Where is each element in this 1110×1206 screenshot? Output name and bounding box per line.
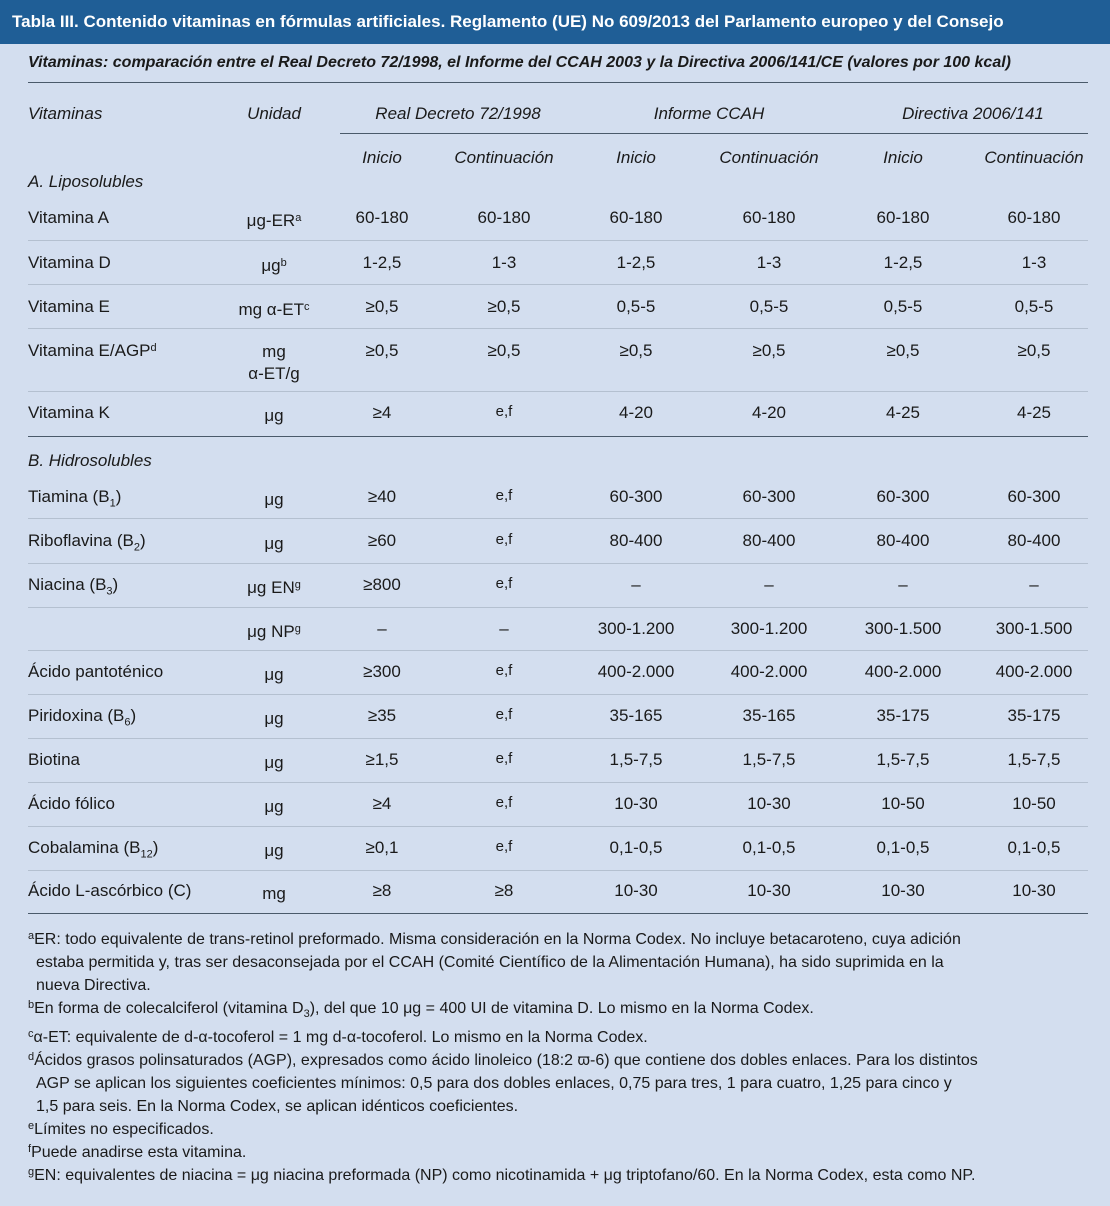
header-rule [340,133,1088,134]
row-value: 4-20 [618,403,654,422]
row-value: 35-175 [1007,706,1061,725]
header-unidad: Unidad [247,104,301,123]
row-value: ≥0,5 [487,341,521,360]
row-value: – [631,575,641,594]
footnote-continuation: AGP se aplican los siguientes coeficientes mínimos: 0,5 para dos dobles enlaces, 0,75 para tres, 1 para cuatro, 1,25 para cinco y [36,1075,952,1093]
row-value: 1-2,5 [616,253,656,272]
row-value: 4-25 [885,403,921,422]
row-divider [28,738,1088,739]
row-label: Biotina [28,750,80,769]
row-value: 0,5-5 [616,297,656,316]
row-value: 80-400 [742,531,796,550]
footnotes [28,928,1088,1187]
row-divider [28,650,1088,651]
footnote: $^c$α-ET: equivalente de d-α-tocoferol = 1 mg d-α-tocoferol. Lo mismo en la Norma Codex. [28,1028,648,1047]
row-value: 1,5-7,5 [876,750,930,769]
row-value: ≥4 [372,794,392,813]
row-value: ≥0,5 [365,297,399,316]
row-value: ≥0,5 [619,341,653,360]
row-value: ≥0,5 [886,341,920,360]
row-value: e,f [495,531,513,548]
row-value: 60-180 [355,208,409,227]
row-value: 0,5-5 [749,297,789,316]
row-value: ≥35 [367,706,397,725]
row-value: 60-180 [477,208,531,227]
row-value: 60-300 [742,487,796,506]
row-value: 80-400 [876,531,930,550]
row-value: 400-2.000 [995,662,1073,681]
row-value: ≥8 [494,881,514,900]
row-label: Vitamina K [28,403,110,422]
row-unit: μg $NP^g$ [247,622,301,641]
row-value: 35-165 [742,706,796,725]
row-value: 400-2.000 [730,662,808,681]
row-unit: μg [264,406,284,425]
row-value: 10-30 [747,881,791,900]
row-value: 60-300 [1007,487,1061,506]
row-divider [28,518,1088,519]
row-value: 60-300 [609,487,663,506]
row-value: 10-30 [614,794,658,813]
top-rule [28,82,1088,83]
header-directiva: Directiva 2006/141 [902,104,1044,123]
row-value: – [898,575,908,594]
footnote: $^e$Límites no especificados. [28,1120,214,1139]
row-value: 0,1-0,5 [609,838,663,857]
row-value: 300-1.200 [730,619,808,638]
header-vitaminas: Vitaminas [28,104,103,123]
row-value: e,f [495,662,513,679]
row-unit: μg [264,709,284,728]
row-label: Niacina $(B_3)$ [28,575,119,598]
row-value: 0,5-5 [1014,297,1054,316]
row-value: e,f [495,750,513,767]
row-value: ≥0,5 [752,341,786,360]
row-value: 4-25 [1016,403,1052,422]
row-value: 400-2.000 [864,662,942,681]
table-subtitle: Vitaminas: comparación entre el Real Decreto 72/1998, el Informe del CCAH 2003 y la Directiva 2006/141/CE (valores por 100 kcal) [28,54,1011,71]
row-value: 300-1.200 [597,619,675,638]
row-value: 10-30 [1012,881,1056,900]
header-inicio: Inicio [616,148,656,167]
row-value: 400-2.000 [597,662,675,681]
footnote: $^f$Puede anadirse esta vitamina. [28,1143,247,1162]
row-value: – [764,575,774,594]
row-value: ≥1,5 [365,750,399,769]
row-value: 0,1-0,5 [1007,838,1061,857]
section-hidrosolubles: B. Hidrosolubles [28,451,152,470]
row-value: 80-400 [609,531,663,550]
row-value: 60-180 [1007,208,1061,227]
row-label: Riboflavina $(B_2)$ [28,531,146,554]
footnote: $^g$EN: equivalentes de niacina = μg niacina preformada (NP) como nicotinamida + μg triptofano/60. En la Norma Codex, esta como NP. [28,1166,976,1185]
row-value: 1-3 [1021,253,1047,272]
row-value: e,f [495,403,513,420]
row-value: 1,5-7,5 [1007,750,1061,769]
footnote-continuation: 1,5 para seis. En la Norma Codex, se aplican idénticos coeficientes. [36,1098,519,1116]
row-unit: μg [264,490,284,509]
row-label: Ácido pantoténico [28,662,164,681]
row-value: ≥40 [367,487,397,506]
row-value: 0,1-0,5 [742,838,796,857]
header-continuacion: Continuación [454,148,554,167]
row-value: e,f [495,706,513,723]
row-value: ≥0,5 [1017,341,1051,360]
row-value: 1,5-7,5 [742,750,796,769]
row-label: Vitamina A [28,208,109,227]
row-value: ≥60 [367,531,397,550]
row-value: e,f [495,794,513,811]
row-value: e,f [495,575,513,592]
row-label: Vitamina E/AGP$^d$ [28,341,157,360]
row-value: ≥4 [372,403,392,422]
row-divider [28,694,1088,695]
row-label: Piridoxina $(B_6)$ [28,706,137,729]
row-value: 10-30 [881,881,925,900]
row-value: 300-1.500 [995,619,1073,638]
header-inicio: Inicio [362,148,402,167]
row-unit: μg [264,534,284,553]
row-value: ≥800 [363,575,401,594]
section-liposolubles: A. Liposolubles [28,172,144,191]
row-divider [28,913,1088,914]
row-unit: μg [264,841,284,860]
row-value: 1,5-7,5 [609,750,663,769]
row-value: 60-180 [742,208,796,227]
header-continuacion: Continuación [719,148,819,167]
row-value: 10-50 [1012,794,1056,813]
row-value: 10-30 [614,881,658,900]
row-unit: μg [264,797,284,816]
footnote-continuation: nueva Directiva. [36,977,151,994]
row-divider [28,607,1088,608]
row-value: ≥0,1 [365,838,399,857]
row-unit: μg [264,753,284,772]
header-inicio: Inicio [883,148,923,167]
row-unit: mg $\alpha-ET^c$ [238,300,310,319]
row-divider [28,240,1088,241]
header-informe-ccah: Informe CCAH [653,104,765,123]
row-value: ≥0,5 [365,341,399,360]
row-unit: mg α-ET/g [248,342,300,383]
table-title: Tabla III. Contenido vitaminas en fórmulas artificiales. Reglamento (UE) No 609/2013 del Parlamento europeo y del Consejo [0,0,1110,44]
row-value: 35-175 [876,706,930,725]
row-value: 80-400 [1007,531,1061,550]
row-value: 1-2,5 [883,253,923,272]
row-value: 0,5-5 [883,297,923,316]
row-divider [28,870,1088,871]
row-divider [28,328,1088,329]
row-unit: $\mu g^b$ [261,256,287,275]
row-label: Ácido fólico [28,794,115,813]
row-value: e,f [495,487,513,504]
row-value: 60-180 [876,208,930,227]
row-divider [28,563,1088,564]
row-value: ≥8 [372,881,392,900]
row-label: Tiamina $(B_1)$ [28,487,122,510]
header-real-decreto: Real Decreto 72/1998 [375,104,541,123]
footnote-continuation: estaba permitida y, tras ser desaconsejada por el CCAH (Comité Científico de la Alimentación Humana), ha sido suprimida en la [36,954,944,971]
row-divider [28,436,1088,437]
row-value: – [377,619,387,638]
row-value: ≥300 [363,662,401,681]
row-value: ≥0,5 [487,297,521,316]
row-unit: μg $EN^g$ [247,578,301,597]
row-value: – [499,619,509,638]
row-unit: μg [264,665,284,684]
row-value: 1-2,5 [362,253,402,272]
row-label: Vitamina E [28,297,110,316]
row-unit: mg [262,884,286,903]
row-value: 4-20 [751,403,787,422]
row-value: 10-50 [881,794,925,813]
row-value: 300-1.500 [864,619,942,638]
header-continuacion: Continuación [984,148,1084,167]
row-value: 60-300 [876,487,930,506]
row-value: 1-3 [491,253,517,272]
row-divider [28,826,1088,827]
row-value: e,f [495,838,513,855]
row-label: Cobalamina $(B_{12})$ [28,838,159,861]
row-divider [28,284,1088,285]
row-value: 0,1-0,5 [876,838,930,857]
row-value: 10-30 [747,794,791,813]
row-unit: $\mu g-ER^a$ [246,211,302,230]
row-divider [28,391,1088,392]
row-value: 1-3 [756,253,782,272]
row-divider [28,782,1088,783]
row-label: Vitamina D [28,253,111,272]
row-value: 60-180 [609,208,663,227]
footnote: $^d$Ácidos grasos polinsaturados (AGP), expresados como ácido linoleico (18:2 ϖ-6) que contiene dos dobles enlaces. Para los distintos [28,1051,978,1070]
row-value: – [1029,575,1039,594]
footnote: $^a$ER: todo equivalente de trans-retinol preformado. Misma consideración en la Norma Codex. No incluye betacaroteno, cuya adición [28,930,961,948]
row-label: Ácido L-ascórbico (C) [28,881,192,900]
footnote: $^b$En forma de colecalciferol (vitamina $D_3$), del que 10 μg = 400 UI de vitamina D. Lo mismo en la Norma Codex. [28,999,814,1021]
row-value: 35-165 [609,706,663,725]
